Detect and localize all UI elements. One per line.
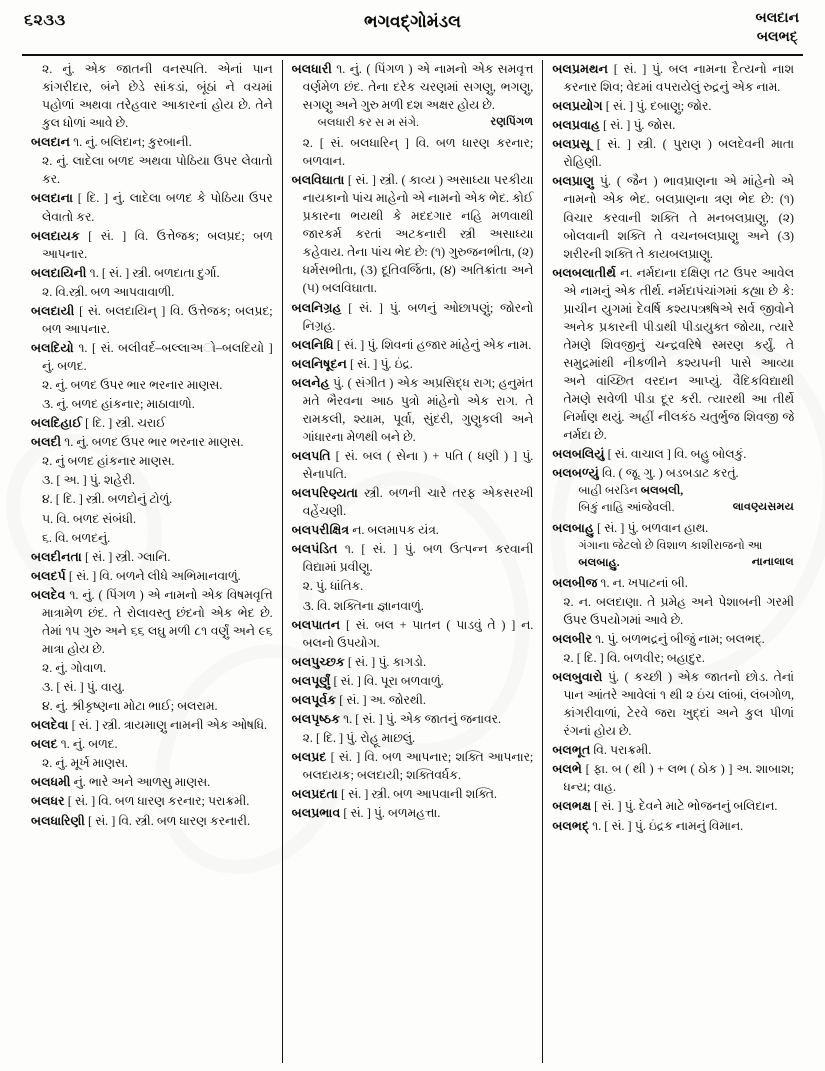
sense: વિ. ( જૂ. ગુ. ) બડબડાટ કરતું. [601, 466, 739, 481]
headword: બલભક્ષ [552, 799, 592, 814]
etymology: [ સં. ] [330, 750, 361, 765]
dictionary-entry [552, 760, 794, 796]
verse-quotation [552, 538, 794, 572]
headword: બલપતિ [291, 449, 331, 464]
dictionary-entry [292, 785, 534, 803]
quotation-keyword: બલબાહુ. [578, 555, 620, 569]
headword: બલદીનતા [31, 549, 82, 564]
sense: સ્ત્રી. ( પુરાણ ) બલદેવની માતા રોહિણી. [563, 137, 795, 170]
sense: ૨. [ દિ. ] વિ. બળવીર; બહાદુર. [563, 650, 705, 665]
sense: ૨. નું. લાદેલા બળદ અથવા પોઠિયા ઉપર લેવાતો કર. [42, 154, 273, 187]
sense: વિ. બહુ બોલકું. [673, 447, 747, 462]
dictionary-entry [292, 804, 534, 822]
dictionary-entry [292, 653, 534, 671]
dictionary-entry [31, 339, 273, 375]
quotation-keyword: બલબલી, [640, 484, 684, 498]
sense: ૨. નું. એક જાતની વનસ્પતિ. એનાં પાન કાંગરીદાર, બંને છેડે સાંકડાં, બૂંઠાં ને વચમાં પહોળાં અથવા તરેહવાર આકારનાં હોય છે. તેને કુલ ધોળાં આવે છે. [42, 62, 273, 131]
etymology: [ સં. બલદાયિન્ ] [79, 303, 166, 318]
sense: અ. શાબાશ; ધન્ય; વાહ. [563, 762, 795, 795]
sense: ૩. વિ. શક્તિના જ્ઞાનવાળું. [302, 598, 424, 613]
column-3 [543, 60, 803, 1063]
quotation-line [578, 483, 794, 500]
sense: સ્ત્રી. ચરાઈ [115, 416, 166, 431]
sense: પું. ઇંદ્ર. [380, 356, 413, 371]
column-1 [22, 60, 283, 1063]
headword: બલપ્રયોગ [552, 99, 603, 114]
sense: ૨. નું. બળદ ઉપર ભાર ભરનાર માણસ. [42, 378, 223, 393]
sense: સ્ત્રી. બળ આપવાની શક્તિ. [371, 787, 498, 802]
etymology: [ સં. ] [333, 673, 361, 688]
dictionary-entry [31, 716, 273, 734]
dictionary-entry [292, 691, 534, 709]
sense: ૩. નું. બળદ હાંકનાર; માઠાવાળો. [42, 397, 195, 412]
sense: વિ. બળ આપનાર; શક્તિ આપનાર; બલદાયક; બલદાયી; શક્તિવર્ધક. [302, 750, 534, 783]
dictionary-entry [31, 302, 273, 338]
headword: બલદી [31, 435, 62, 450]
headword: બલધર [31, 794, 65, 809]
headword: બલપ્રદતા [291, 787, 338, 802]
headword: બલનેહ [291, 375, 330, 390]
headword: બલબુવારો [552, 670, 603, 684]
dictionary-entry [552, 630, 794, 648]
sense: પું. શિવનાં હજાર માંહેનું એક નામ. [367, 337, 532, 352]
sense: વિ. ઉત્તેજક; બલપ્રદ; બળ આપનાર. [42, 228, 273, 261]
headword: બલબલિયું [552, 447, 605, 462]
dictionary-entry [292, 748, 534, 784]
dictionary-entry [292, 540, 534, 576]
etymology: [ સં. બલ ( સેના ) + પતિ ( ધણી ) ] [335, 449, 518, 464]
sense: ૧. નું. ( પિંગળ ) એ નામનો એક સમવૃત્ત વર્ણમેળ છંદ. તેના દરેક ચરણમાં સગણુ, ભગણુ, સગણુ અને ગુરુ મળી દશ અક્ષર હોય છે. [302, 62, 534, 113]
sense: ૪. નું. શ્રીકૃષ્ણના મોટા ભાઈ; બલરામ. [42, 699, 218, 714]
headword: બલધારિણી [31, 813, 85, 828]
dictionary-entry [292, 299, 534, 335]
headword: બલબાહુ [552, 521, 594, 536]
etymology: [ સં. ] [348, 300, 384, 315]
quotation-line: બલધારી કર સ મ સંગે. [317, 116, 419, 130]
headword: બલવિઘાતા [291, 173, 345, 188]
dictionary-entry [552, 797, 794, 815]
sense: પું. જોસ. [633, 118, 676, 133]
dictionary-entry [552, 519, 794, 537]
etymology: [ સં. ] [68, 568, 97, 583]
sense: નું. લાદેલા બળદ કે પોઠિયા ઉપર લેવાતો કર. [42, 191, 273, 224]
headword: બલનિષૂદન [291, 356, 347, 371]
dictionary-entry [31, 433, 273, 451]
sense: ૧. નું. બલિદાન; કુરબાની. [73, 135, 192, 150]
sense: ૨. વિ.સ્ત્રી. બળ આપવાવાળી. [42, 284, 175, 299]
sense: ૩. [ સં. ] પું. વાયુ. [42, 680, 125, 695]
headword: બલનિગ્રહ [291, 300, 342, 315]
etymology: [ સં. ] [613, 62, 647, 76]
etymology: [ સં. ] [71, 718, 99, 733]
sense: પું. બળમહત્તા. [373, 806, 441, 821]
dictionary-entry [552, 60, 794, 96]
sense: ૨. [ સં. બલધારિન્ ] વિ. બળ ધારણ કરનાર; બળવાન. [302, 135, 534, 169]
book-title: ભગવદ્‌ગોમંડલ [364, 12, 461, 31]
dictionary-entry [31, 773, 273, 791]
headword: બલપુચ્છક [291, 654, 345, 669]
sense: ૫. વિ. બળદ સંબંધી. [42, 511, 137, 526]
etymology: [ દિ. ] [85, 416, 113, 431]
headword: બલપાતન [291, 617, 341, 632]
dictionary-entry [552, 574, 794, 592]
dictionary-entry [31, 414, 273, 432]
dictionary-entry [292, 710, 534, 728]
dictionary-entry [552, 464, 794, 482]
etymology: [ દિ. ] [77, 191, 109, 206]
headword: બલધારી [291, 62, 332, 76]
column-2 [283, 60, 544, 1063]
sense: વિ. સ્ત્રી. બળ ધારણ કરનારી. [118, 813, 251, 828]
header-rule [22, 54, 803, 56]
headword: બલદ [31, 737, 58, 752]
headword: બલદાયક [31, 228, 80, 243]
dictionary-entry [552, 445, 794, 463]
dictionary-entry [552, 116, 794, 134]
dictionary-entry [31, 189, 273, 225]
dictionary-entry [552, 668, 794, 740]
etymology: [ સં. વાચાલ ] [607, 447, 671, 462]
sense: વિ. પરાક્રમી. [593, 743, 652, 758]
sense: પું. ( સંગીત ) એક અપ્રસિદ્ધ રાગ; હનુમંત મતે ભૈરવના આઠ પુત્રો માંહેનો એક રાગ. તે રામકલી, શ્યામ, પૂર્વા, સુંદરી, ગુણુકલી અને ગાંધારના મેળથી બને છે. [302, 375, 534, 444]
sense: પું. બળનું ઓછાપણું; જોરનો નિગ્રહ. [302, 300, 534, 333]
dictionary-entry [552, 135, 794, 171]
headword: બલબલાતીર્થ [552, 265, 616, 280]
dictionary-entry [31, 567, 273, 585]
sense: અ. જોરથી. [369, 692, 426, 707]
sense: ૨. નું. મૂર્ખ માણસ. [42, 756, 128, 771]
sense: પું. કાગડો. [378, 654, 427, 669]
headword: બલપ્રવાહ [552, 118, 600, 133]
etymology: [ સં. ] [339, 692, 367, 707]
headword: બલપરિણ્યતા [291, 486, 359, 501]
dictionary-entry [31, 548, 273, 566]
headword: બલદર્પ [31, 568, 66, 583]
sense: પું. સેનાપતિ. [302, 449, 534, 482]
sense: વિ. ઉત્તેજક; બલપ્રદ; બળ આપનાર. [42, 303, 273, 336]
quotation-line: બિકું નાહિ આંજેવલી. [578, 501, 675, 515]
sense: પું. બળવાન હાથ. [627, 521, 709, 536]
etymology: [ સં. ] [84, 549, 113, 564]
sense: નું. ભારે અને આળસુ માણસ. [73, 775, 211, 790]
dictionary-entry [31, 133, 273, 151]
etymology: [ ફા. બ ( થી ) + લભ ( ઠોક ) ] [585, 762, 733, 777]
etymology: [ સં. ] [349, 356, 378, 371]
etymology: [ સં. ] [67, 794, 96, 809]
dictionary-entry [552, 97, 794, 115]
sense: ૧. [ સં. ] પું. એક જાતનું જનાવર. [343, 711, 502, 726]
sense: વિ. બળને લીધે અભિમાનવાળું. [99, 568, 241, 583]
headword: બલદેવ [31, 587, 66, 602]
headword: બલદાન [31, 135, 71, 150]
sense: ૨. ન. બલદાણા. તે પ્રમેહ અને પેશાબની ગરમી ઉપર ઉપયોગમાં આવે છે. [563, 594, 795, 627]
sense: ૧. [ સં. ] પું. ઇંદ્રક નામનું વિમાન. [592, 818, 744, 833]
dictionary-entry [292, 521, 534, 539]
sense: ૧. પું. બળભદ્રનું બીજું નામ; બલભદ્. [595, 631, 765, 646]
dictionary-entry [552, 172, 794, 262]
sense: સ્ત્રી. ત્રાયમાણુ નામની એક ઓષધિ. [102, 718, 268, 733]
headword: બલદાયિની [31, 265, 87, 280]
sense: ન. બલનો ઉપયોગ. [302, 617, 534, 650]
guide-word-first: બલદાન [755, 11, 799, 26]
dictionary-entry [292, 171, 534, 297]
dictionary-entry [31, 792, 273, 810]
dictionary-entry [292, 374, 534, 446]
sense: ૧. નું. ( પિંગળ ) એ નામનો એક વિષમવૃત્તિ માત્રામેળ છંદ. તે રોલાવસ્તુ છંદનો એક ભેદ છે. તેમાં ૧૫ ગુરુ અને ૬૬ લઘુ મળી ૮૧ વર્ણું અને ૯૬ માત્રા હોય છે. [42, 587, 273, 656]
sense: સ્ત્રી. ગ્લાનિ. [115, 549, 171, 564]
etymology: [ સં. ] [603, 118, 631, 133]
dictionary-entry [31, 227, 273, 263]
headword: બલધમી [31, 775, 71, 790]
headword: બલભૂત [552, 743, 591, 758]
etymology: [ સં. ] [596, 137, 631, 152]
sense: ન. નર્મદાના દક્ષિણ તટ ઉપર આવેલ એ નામનું એક તીર્થ. નર્મદાપંચાંગમાં કહ્યા છે કે: પ્રાચીન યુગમાં દેવર્ષિ કશ્યપઋષિએ સર્વ જીવોને અનેક પ્રકારની પીડાથી પીડાયુક્ત જોયા, ત્યારે તેમણે શિવજીનું ચન્દ્રવરિષે સ્મરણ કર્યું. તે સમુદ્રમાંથી નીકળીને કશ્યપની પાસે આવ્યા અને વાંચ્છિત વરદાન આપ્યું. વૈદિકવિદ્યાથી તેમણે સવેળી પીડા દૂર કરી. ત્યારથી આ તીર્થે નિર્માણ થયું. અહીં નીલકંઠ ચતુર્ભુજ શિવજી જે નર્મદા છે. [563, 265, 795, 443]
headword: બલભે [552, 762, 582, 777]
page-number: ૬૨૩૩ [24, 12, 66, 29]
etymology: [ સં. ] [343, 806, 371, 821]
etymology: [ સં. ] [347, 173, 376, 188]
etymology: [ સં. ] [594, 799, 622, 814]
sense: પું. ( કચ્છી ) એક જાતનો છોડ. તેનાં પાન આંતરે આવેલાં ૧ થી ૨ ઇંચ લાંબાં, લંબગોળ, કાંગરીવાળાં, ટેરવે જરા ખુદ્દાં અને કુલ પીળાં રંગનાં હોય છે. [563, 670, 795, 739]
sense: ૧. ન. ખપાટનાં બી. [600, 575, 688, 590]
headword: બલપ્રાણુ [552, 174, 595, 189]
quotation-citation: રણપિંગળ [490, 116, 534, 129]
headword: બલપ્રદ [291, 750, 327, 765]
sense: પું. ( જૈન ) ભાવપ્રાણના એ માંહેનો એ નામનો એક ભેદ. બલપ્રાણના ત્રણ ભેદ છે: (૧) વિચાર કરવાની શક્તિ તે મનબલપ્રાણુ, (૨) બોલવાની શક્તિ તે વચનબલપ્રાણુ અને (૩) શરીરની શક્તિ તે કાયબલપ્રાણુ. [563, 174, 795, 261]
etymology: [ સં. બલ + પાતન ( પાડવું તે ) ] [345, 617, 516, 632]
sense: ૨. નું. ગોવાળ. [42, 661, 107, 675]
dictionary-entry [292, 672, 534, 690]
verse-quotation [292, 115, 534, 132]
quotation-text: બાહી બરડિન [578, 484, 638, 498]
sense: ૬. વિ. બળદનું. [42, 530, 111, 545]
headword: બલપ્રમથન [552, 62, 608, 76]
headword: બલદાના [31, 191, 74, 206]
sense: સ્ત્રી. બળની ચારે તરફ એકસરખી વહેંચણી. [302, 486, 534, 519]
sense: ૧. [ સં. ] પું. બળ ઉત્પન્ન કરવાની વિદ્યામાં પ્રવીણુ. [302, 542, 534, 575]
etymology: [ સં. ] [605, 99, 634, 114]
verse-quotation [552, 483, 794, 517]
sense: ૨. [ દિ. ] પું. રોહૂ માછલું. [302, 730, 416, 745]
sense: ૨. પું. ધાંતિક. [302, 579, 364, 594]
sense: વિ. પૂરા બળવાળું. [363, 673, 444, 688]
headword: બલબીજ [552, 575, 598, 590]
dictionary-entry [292, 60, 534, 114]
sense: ૪. [ દિ. ] સ્ત્રી. બળદોનું ટોળું. [42, 492, 173, 507]
quotation-citation: નાનાલાલ [751, 555, 795, 568]
sense: ૧. [ સં. ] સ્ત્રી. બળદાતા દુર્ગા. [89, 265, 220, 280]
sense: ૨. નું બળદ હાંકનાર માણસ. [42, 454, 175, 469]
headword: બલબીર [552, 631, 593, 646]
running-head [0, 0, 825, 56]
headword: બલપરીક્ષિત્ર [291, 523, 350, 538]
quotation-line: ગંગાના જેટલો છે વિશાળ કાશીરાજનો આ [578, 539, 763, 553]
sense: ૧. નું. બળદ ઉપર ભાર ભરનાર માણસ. [64, 435, 244, 450]
dictionary-entry [552, 817, 794, 835]
dictionary-entry [292, 355, 534, 373]
dictionary-entry [31, 264, 273, 282]
dictionary-entry [31, 812, 273, 830]
headword: બલપૂર્ણું [291, 673, 331, 688]
dictionary-entry [292, 447, 534, 483]
dictionary-entry [292, 484, 534, 520]
dictionary-entry [292, 336, 534, 354]
dictionary-entry [31, 586, 273, 658]
sense: પું. બલ નામના દૈત્યનો નાશ કરનાર શિવ; વેદમાં વપરાયેલું રુદ્રનું એક નામ. [563, 62, 795, 95]
sense: પું. દબાણુ; જોર. [636, 99, 712, 114]
headword: બલદેવા [31, 718, 69, 733]
headword: બલપ્રભાવ [291, 806, 341, 821]
etymology: [ સં. ] [88, 228, 127, 243]
sense: પું. દેવને માટે ભોજનનું બલિદાન. [624, 799, 778, 814]
dictionary-entry [552, 264, 794, 445]
headword: બલબળ્યું [552, 466, 599, 481]
sense: સ્ત્રી. ( કાવ્ય ) અસાધ્યા પરકીયા નાયકાનો પાંચ માહેનો એ નામનો એક ભેદ. કોઈ પ્રકારના ભયથી કે મદદગાર નહિ મળવાથી જારકર્મ કરતાં અટકનારી સ્ત્રી અસાધ્યા કહેવાય. તેના પાંચ ભેદ છે: (૧) ગુરુજનભીતા, (૨) ધર્મસભીતા, (૩) દૂતિવર્જિતા, (૪) અતિક્રાંતા અને (૫) બલવિઘાતા. [302, 173, 534, 296]
etymology: ૧. [ સં. બલીવર્દ–બલ્લાઅો–બલદિયો ] [78, 340, 273, 355]
dictionary-entry [552, 741, 794, 759]
sense: વિ. બળ ધારણ કરનાર; પરાક્રમી. [98, 794, 250, 809]
etymology: [ સં. ] [597, 521, 625, 536]
headword: બલપ્રસૂ [552, 137, 591, 152]
headword: બલપૂર્વક [291, 692, 337, 707]
sense: ન. બલમાપક યંત્ર. [352, 523, 439, 538]
quotation-citation: લાવણ્યસમય [732, 501, 795, 514]
headword: બલપંડિત [291, 542, 338, 557]
etymology: [ સં. ] [347, 654, 376, 669]
sense: નું. બળદ. [42, 359, 87, 373]
headword: બલપૃષ્ઠક [291, 711, 341, 726]
headword: બલદિહાઈ [31, 416, 83, 431]
dictionary-entry [292, 616, 534, 652]
dictionary-entry [31, 735, 273, 753]
headword: બલદિયો [31, 340, 74, 355]
guide-words [755, 10, 799, 48]
headword: બલભદ્ [552, 818, 590, 833]
etymology: [ સં. ] [88, 813, 116, 828]
headword: બલનિધિ [291, 337, 334, 352]
headword: બલદાયી [31, 303, 75, 318]
sense: ૧. નું. બળદ. [60, 737, 118, 752]
guide-word-last: બલભદ્ [756, 29, 798, 45]
column-container [22, 60, 803, 1063]
etymology: [ સં. ] [340, 787, 369, 802]
etymology: [ સં. ] [336, 337, 365, 352]
sense: ૩. [ અ. ] પું. શહેરી. [42, 473, 136, 488]
